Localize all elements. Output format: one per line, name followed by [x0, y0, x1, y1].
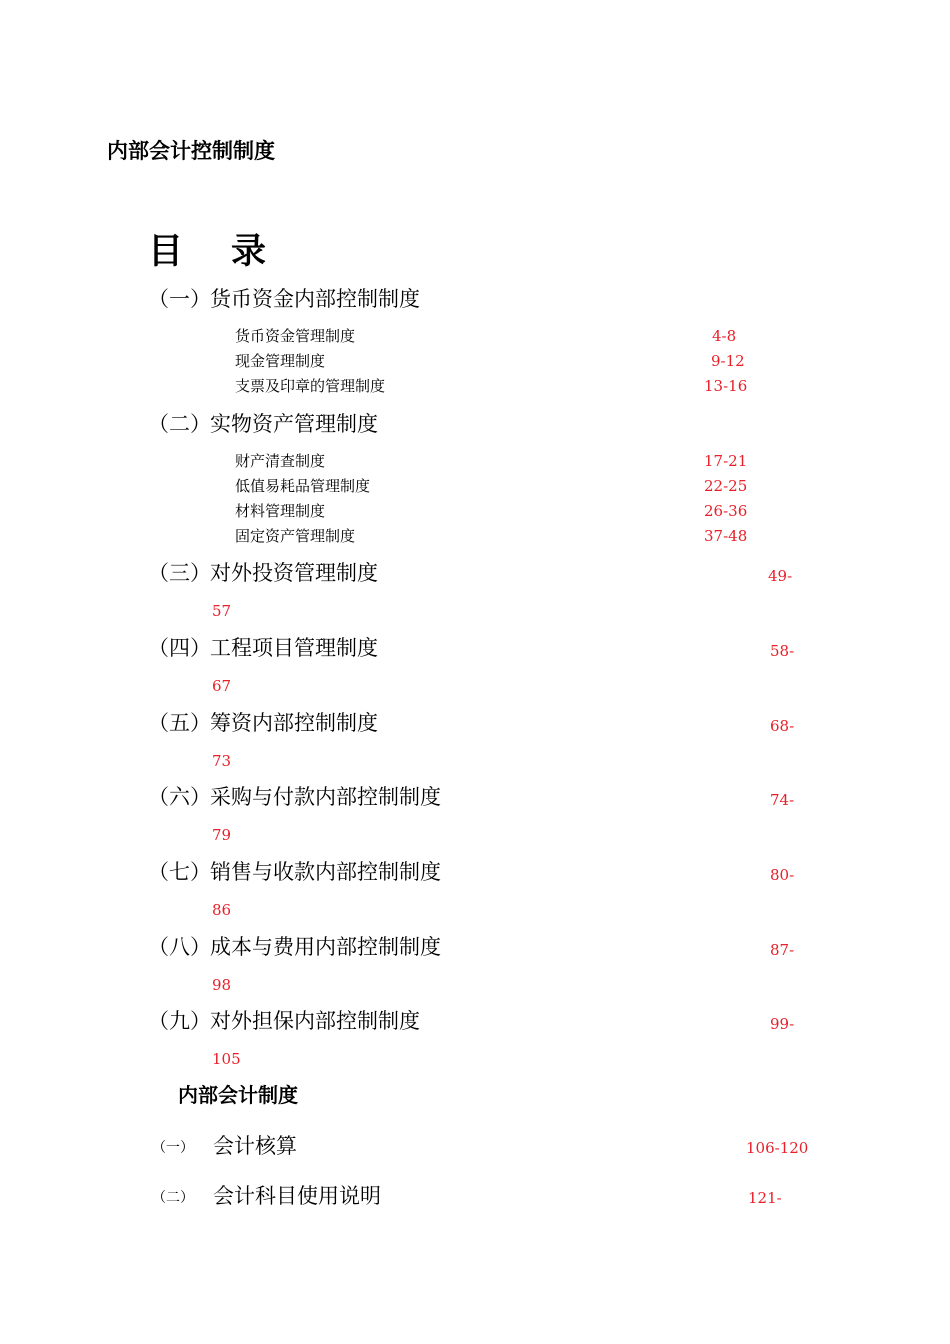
toc-subitem-title: 低值易耗品管理制度 — [235, 477, 371, 495]
toc-section-5 — [148, 713, 378, 734]
section2-title: 内部会计制度 — [178, 1083, 298, 1107]
toc-page-start: 99- — [770, 1015, 795, 1033]
section2-item-title: 会计科目使用说明 — [213, 1184, 381, 1208]
section2-item-pages: 106-120 — [746, 1139, 809, 1157]
toc-subitem-pages: 22-25 — [704, 477, 748, 495]
section-number: （一） — [148, 287, 211, 311]
section-title: 销售与收款内部控制制度 — [210, 860, 441, 884]
section-title: 采购与付款内部控制制度 — [210, 785, 441, 809]
section-number: （五） — [148, 711, 211, 735]
toc-section-7 — [148, 862, 441, 883]
section-number: （二） — [148, 412, 211, 436]
section2-item-pages: 121- — [748, 1189, 782, 1207]
toc-subitem-pages: 9-12 — [711, 352, 745, 370]
toc-heading: 目录 — [148, 231, 315, 272]
toc-page-end: 98 — [212, 976, 232, 994]
toc-page-end: 86 — [212, 901, 232, 919]
toc-section-9 — [148, 1011, 420, 1032]
section-number: （七） — [148, 860, 211, 884]
toc-page-start: 87- — [770, 941, 795, 959]
section-number: （六） — [148, 785, 211, 809]
section-number: （四） — [148, 636, 211, 660]
toc-section-4 — [148, 638, 378, 659]
toc-page-start: 74- — [770, 791, 795, 809]
toc-subitem-title: 固定资产管理制度 — [235, 527, 356, 545]
toc-section-1 — [148, 289, 420, 310]
toc-section-2 — [148, 414, 378, 435]
toc-subitem-title: 财产清查制度 — [235, 452, 326, 470]
toc-page-end: 73 — [212, 752, 232, 770]
section-number: （三） — [148, 561, 211, 585]
toc-section-3 — [148, 563, 378, 584]
toc-page-end: 67 — [212, 677, 232, 695]
section-title: 成本与费用内部控制制度 — [210, 935, 441, 959]
section-title: 货币资金内部控制制度 — [210, 287, 420, 311]
toc-subitem-pages: 26-36 — [704, 502, 748, 520]
toc-page-start: 68- — [770, 717, 795, 735]
section-number: （九） — [148, 1009, 211, 1033]
toc-subitem-pages: 4-8 — [712, 327, 737, 345]
toc-subitem-title: 支票及印章的管理制度 — [235, 377, 386, 395]
toc-page-start: 49- — [768, 567, 793, 585]
section-number: （八） — [148, 935, 211, 959]
toc-page-start: 58- — [770, 642, 795, 660]
toc-subitem-title: 材料管理制度 — [235, 502, 326, 520]
section-title: 筹资内部控制制度 — [210, 711, 378, 735]
toc-page-end: 57 — [212, 602, 232, 620]
toc-subitem-pages: 37-48 — [704, 527, 748, 545]
section2-item-title: 会计核算 — [213, 1134, 297, 1158]
toc-subitem-title: 现金管理制度 — [235, 352, 326, 370]
toc-page-end: 105 — [212, 1050, 241, 1068]
toc-section-6 — [148, 787, 441, 808]
section-title: 实物资产管理制度 — [210, 412, 378, 436]
section-title: 工程项目管理制度 — [210, 636, 378, 660]
section-title: 对外投资管理制度 — [210, 561, 378, 585]
toc-section-8 — [148, 937, 441, 958]
section2-item-number: （二） — [152, 1190, 194, 1206]
toc-subitem-pages: 17-21 — [704, 452, 748, 470]
document-title: 内部会计控制制度 — [107, 138, 275, 163]
section-title: 对外担保内部控制制度 — [210, 1009, 420, 1033]
toc-subitem-title: 货币资金管理制度 — [235, 327, 356, 345]
toc-subitem-pages: 13-16 — [704, 377, 748, 395]
toc-page-end: 79 — [212, 826, 232, 844]
section2-item-number: （一） — [152, 1140, 194, 1156]
toc-page-start: 80- — [770, 866, 795, 884]
